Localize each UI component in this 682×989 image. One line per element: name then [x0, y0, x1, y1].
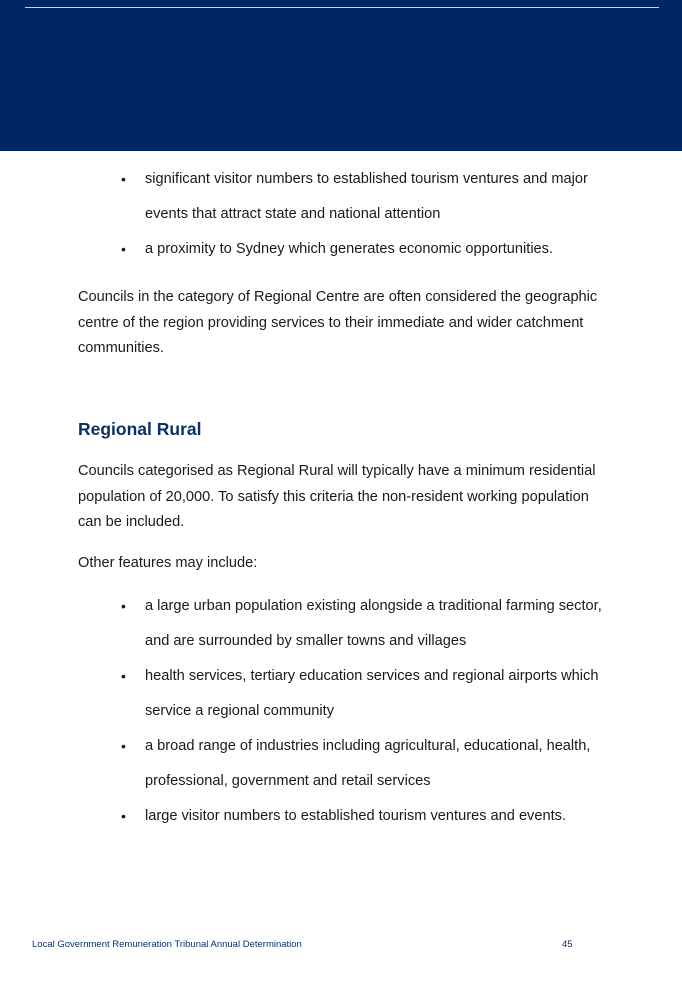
bullet-marker: •: [121, 808, 126, 824]
bullet-text: large visitor numbers to established tourism ventures and events.: [145, 808, 566, 824]
bullet-marker: •: [121, 738, 126, 754]
bullet-marker: •: [121, 668, 126, 684]
bullet-marker: •: [121, 171, 126, 187]
bullet-marker: •: [121, 241, 126, 257]
list-item: [0, 232, 607, 267]
bullet-marker: •: [121, 598, 126, 614]
section-heading-regional-rural: Regional Rural: [78, 419, 202, 439]
footer-title: Local Government Remuneration Tribunal Annual Determination: [32, 939, 302, 950]
list-item: [0, 659, 607, 728]
list-item: [0, 799, 607, 834]
list-item: [0, 729, 607, 798]
features-lead-paragraph: Other features may include:: [78, 555, 258, 571]
list-item: [0, 162, 607, 231]
regional-rural-bullet-list: [0, 589, 682, 835]
list-item: [0, 589, 607, 658]
footer-page-number: 45: [562, 939, 573, 950]
regional-centre-paragraph: Councils in the category of Regional Centre are often considered the geographic centre of the region providing services to their immediate and wider catchment communities.: [78, 289, 598, 357]
bullet-text: a large urban population existing alongside a traditional farming sector, and are surrounded by smaller towns and villages: [145, 598, 602, 649]
bullet-text: a proximity to Sydney which generates economic opportunities.: [145, 241, 554, 257]
bullet-text: a broad range of industries including agricultural, educational, health, professional, government and retail services: [145, 738, 591, 789]
page-header-band: [0, 0, 682, 151]
header-rule: [25, 7, 659, 8]
top-bullet-list: [0, 162, 682, 268]
bullet-text: health services, tertiary education services and regional airports which service a regional community: [145, 668, 599, 719]
bullet-text: significant visitor numbers to established tourism ventures and major events that attract state and national attention: [145, 171, 588, 222]
regional-rural-intro-paragraph: Councils categorised as Regional Rural will typically have a minimum residential population of 20,000. To satisfy this criteria the non-resident working population can be included.: [78, 463, 596, 531]
